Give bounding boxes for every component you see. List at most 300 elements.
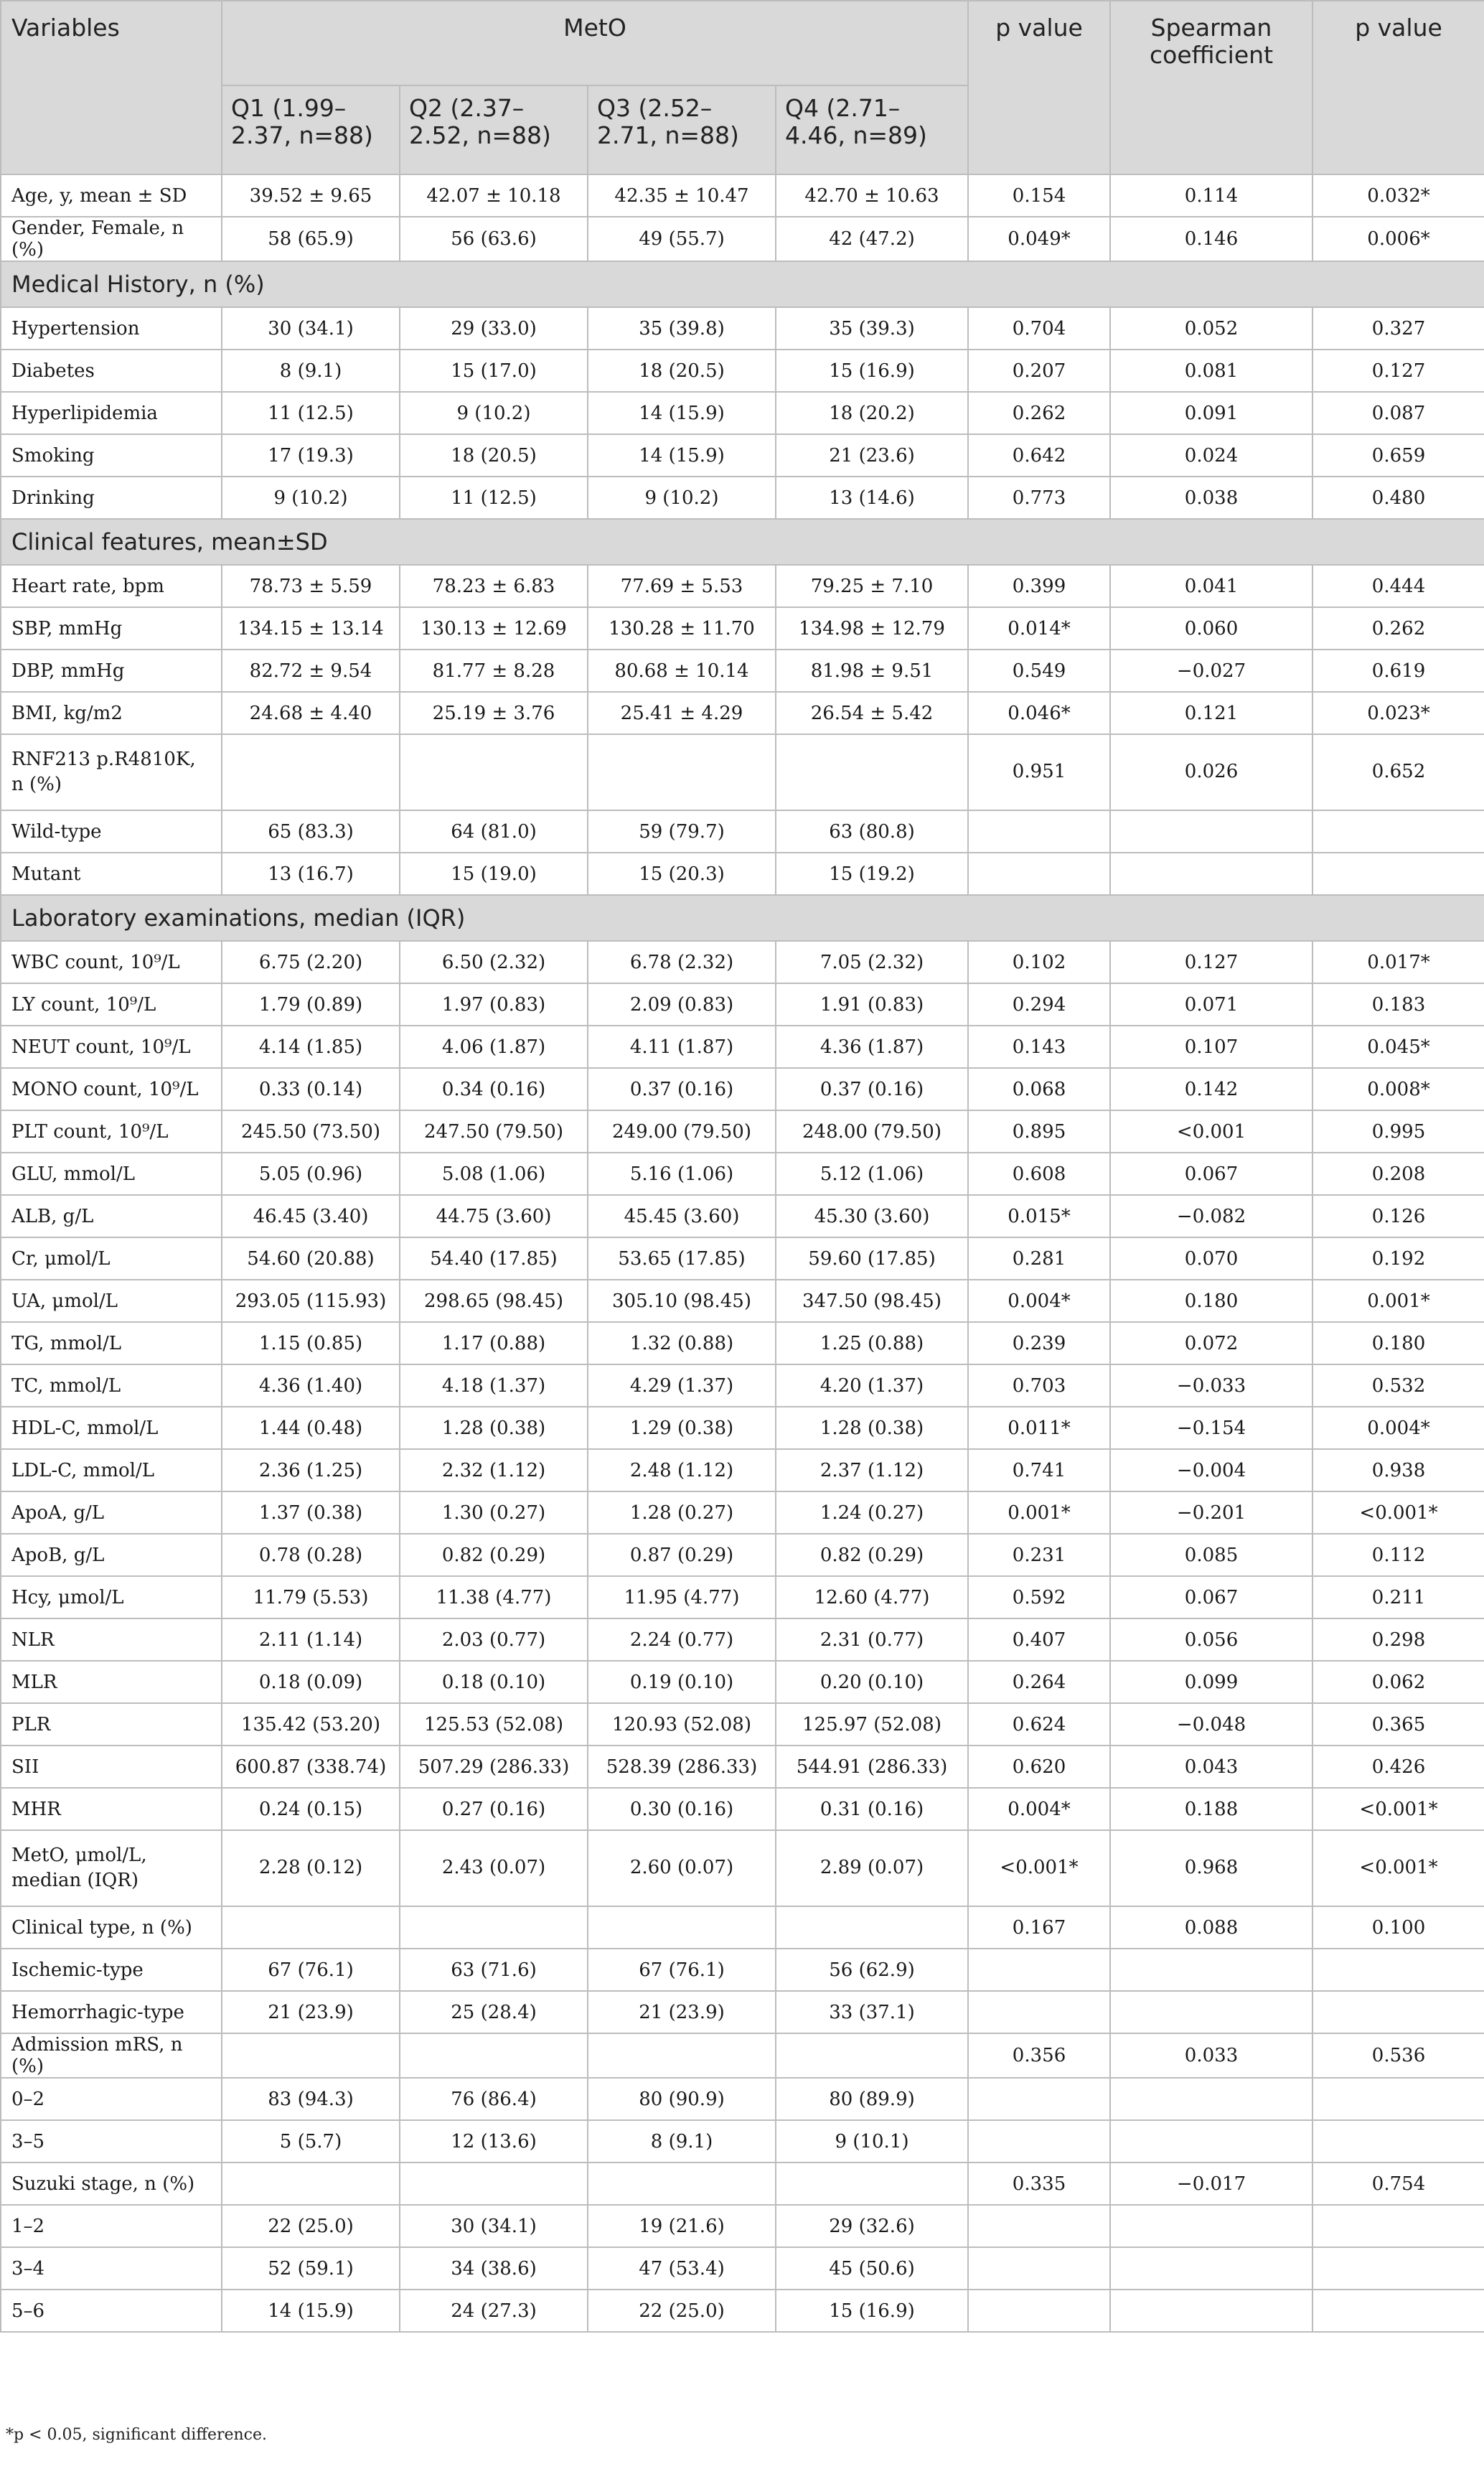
section-title: Clinical features, mean±SD (1, 519, 1484, 565)
cell-p-value-2 (1312, 1991, 1484, 2033)
cell-p-value: 0.895 (968, 1110, 1110, 1153)
cell-q1: 83 (94.3) (222, 2078, 400, 2120)
cell-q4: 45.30 (3.60) (776, 1195, 968, 1237)
cell-p-value-2: 0.180 (1312, 1322, 1484, 1364)
cell-p-value: 0.231 (968, 1534, 1110, 1576)
section-header-row (1, 261, 1484, 307)
cell-p-value-2 (1312, 2290, 1484, 2332)
cell-q4: 33 (37.1) (776, 1991, 968, 2033)
cell-q4: 26.54 ± 5.42 (776, 692, 968, 734)
cell-p-value: 0.399 (968, 565, 1110, 607)
row-label: MHR (1, 1788, 222, 1830)
row-label: 0–2 (1, 2078, 222, 2120)
cell-q3: 49 (55.7) (588, 217, 776, 261)
cell-p-value-2: 0.183 (1312, 983, 1484, 1026)
cell-q2: 125.53 (52.08) (400, 1703, 588, 1746)
cell-p-value: 0.004* (968, 1788, 1110, 1830)
cell-q2: 0.18 (0.10) (400, 1661, 588, 1703)
cell-q1: 0.18 (0.09) (222, 1661, 400, 1703)
table-row (1, 1661, 1484, 1703)
cell-q3: 6.78 (2.32) (588, 941, 776, 983)
cell-q3: 11.95 (4.77) (588, 1576, 776, 1618)
cell-p-value-2: 0.017* (1312, 941, 1484, 983)
row-label: NEUT count, 10⁹/L (1, 1026, 222, 1068)
section-header-row (1, 519, 1484, 565)
cell-p-value-2 (1312, 2247, 1484, 2290)
cell-spearman: 0.052 (1110, 307, 1312, 350)
cell-q4: 29 (32.6) (776, 2205, 968, 2247)
cell-q4: 9 (10.1) (776, 2120, 968, 2163)
cell-p-value-2 (1312, 2120, 1484, 2163)
section-header-row (1, 895, 1484, 941)
cell-spearman: 0.142 (1110, 1068, 1312, 1110)
cell-q3: 18 (20.5) (588, 350, 776, 392)
cell-q1: 5 (5.7) (222, 2120, 400, 2163)
cell-spearman: 0.033 (1110, 2033, 1312, 2078)
row-label: 1–2 (1, 2205, 222, 2247)
cell-q2: 2.32 (1.12) (400, 1449, 588, 1491)
cell-q1: 22 (25.0) (222, 2205, 400, 2247)
cell-spearman: 0.067 (1110, 1153, 1312, 1195)
table-row (1, 1618, 1484, 1661)
cell-q3: 22 (25.0) (588, 2290, 776, 2332)
cell-q4: 15 (16.9) (776, 2290, 968, 2332)
cell-spearman: 0.026 (1110, 734, 1312, 810)
cell-q1: 5.05 (0.96) (222, 1153, 400, 1195)
cell-p-value-2: 0.004* (1312, 1407, 1484, 1449)
cell-p-value-2: 0.001* (1312, 1280, 1484, 1322)
cell-q2: 9 (10.2) (400, 392, 588, 434)
cell-q4: 544.91 (286.33) (776, 1746, 968, 1788)
row-label: Clinical type, n (%) (1, 1906, 222, 1949)
cell-q4: 15 (19.2) (776, 853, 968, 895)
cell-q2: 1.30 (0.27) (400, 1491, 588, 1534)
table-row (1, 2033, 1484, 2078)
table-row (1, 853, 1484, 895)
cell-p-value: <0.001* (968, 1830, 1110, 1906)
cell-q3: 8 (9.1) (588, 2120, 776, 2163)
table-row (1, 2247, 1484, 2290)
cell-q4: 13 (14.6) (776, 477, 968, 519)
table-header (1, 1, 1484, 174)
cell-q2: 4.18 (1.37) (400, 1364, 588, 1407)
cell-p-value-2: 0.008* (1312, 1068, 1484, 1110)
cell-p-value (968, 810, 1110, 853)
table-row (1, 2290, 1484, 2332)
row-label: Age, y, mean ± SD (1, 174, 222, 217)
cell-p-value-2: 0.619 (1312, 650, 1484, 692)
cell-spearman: 0.127 (1110, 941, 1312, 983)
table-row (1, 1449, 1484, 1491)
table-row (1, 650, 1484, 692)
cell-q4: 42 (47.2) (776, 217, 968, 261)
cell-q2: 1.97 (0.83) (400, 983, 588, 1026)
cell-q2: 25 (28.4) (400, 1991, 588, 2033)
cell-q2: 1.17 (0.88) (400, 1322, 588, 1364)
cell-spearman: 0.085 (1110, 1534, 1312, 1576)
cell-p-value-2: 0.032* (1312, 174, 1484, 217)
cell-q4: 5.12 (1.06) (776, 1153, 968, 1195)
cell-q2: 2.43 (0.07) (400, 1830, 588, 1906)
cell-spearman: 0.180 (1110, 1280, 1312, 1322)
header-p-value-2: p value (1312, 1, 1484, 174)
cell-q2: 11 (12.5) (400, 477, 588, 519)
cell-spearman: −0.004 (1110, 1449, 1312, 1491)
cell-q4 (776, 2163, 968, 2205)
cell-p-value: 0.239 (968, 1322, 1110, 1364)
cell-q1: 39.52 ± 9.65 (222, 174, 400, 217)
cell-q3: 0.87 (0.29) (588, 1534, 776, 1576)
row-label: 3–4 (1, 2247, 222, 2290)
table-row (1, 174, 1484, 217)
cell-spearman (1110, 1949, 1312, 1991)
table-row (1, 1237, 1484, 1280)
cell-p-value-2: 0.298 (1312, 1618, 1484, 1661)
table-row (1, 1407, 1484, 1449)
cell-q2: 42.07 ± 10.18 (400, 174, 588, 217)
cell-q4: 0.20 (0.10) (776, 1661, 968, 1703)
cell-p-value-2: 0.536 (1312, 2033, 1484, 2078)
table-row (1, 1746, 1484, 1788)
cell-p-value (968, 2078, 1110, 2120)
cell-p-value: 0.046* (968, 692, 1110, 734)
cell-q4: 4.20 (1.37) (776, 1364, 968, 1407)
row-label: MLR (1, 1661, 222, 1703)
cell-p-value: 0.049* (968, 217, 1110, 261)
row-label: Heart rate, bpm (1, 565, 222, 607)
cell-q1: 14 (15.9) (222, 2290, 400, 2332)
cell-q2: 4.06 (1.87) (400, 1026, 588, 1068)
cell-q1: 0.78 (0.28) (222, 1534, 400, 1576)
cell-spearman: 0.060 (1110, 607, 1312, 650)
cell-q2: 130.13 ± 12.69 (400, 607, 588, 650)
cell-p-value: 0.001* (968, 1491, 1110, 1534)
cell-q1: 134.15 ± 13.14 (222, 607, 400, 650)
table-row (1, 692, 1484, 734)
cell-spearman: 0.071 (1110, 983, 1312, 1026)
cell-q1: 78.73 ± 5.59 (222, 565, 400, 607)
cell-q1: 0.33 (0.14) (222, 1068, 400, 1110)
header-q4: Q4 (2.71–4.46, n=89) (776, 85, 968, 174)
table-row (1, 1280, 1484, 1322)
cell-spearman: 0.114 (1110, 174, 1312, 217)
cell-q3 (588, 734, 776, 810)
cell-q2: 78.23 ± 6.83 (400, 565, 588, 607)
cell-q3 (588, 1906, 776, 1949)
cell-q3: 14 (15.9) (588, 434, 776, 477)
cell-p-value: 0.167 (968, 1906, 1110, 1949)
cell-q3: 47 (53.4) (588, 2247, 776, 2290)
cell-spearman (1110, 2290, 1312, 2332)
cell-p-value-2: 0.006* (1312, 217, 1484, 261)
cell-q3: 528.39 (286.33) (588, 1746, 776, 1788)
cell-spearman (1110, 2078, 1312, 2120)
cell-p-value-2: 0.023* (1312, 692, 1484, 734)
cell-q3: 19 (21.6) (588, 2205, 776, 2247)
cell-q3: 305.10 (98.45) (588, 1280, 776, 1322)
cell-q3: 35 (39.8) (588, 307, 776, 350)
cell-q2: 0.82 (0.29) (400, 1534, 588, 1576)
cell-q1: 8 (9.1) (222, 350, 400, 392)
cell-spearman (1110, 2247, 1312, 2290)
cell-spearman: 0.088 (1110, 1906, 1312, 1949)
cell-p-value-2: 0.426 (1312, 1746, 1484, 1788)
cell-p-value: 0.154 (968, 174, 1110, 217)
cell-q3: 1.28 (0.27) (588, 1491, 776, 1534)
row-label: Hyperlipidemia (1, 392, 222, 434)
cell-p-value-2: 0.062 (1312, 1661, 1484, 1703)
table-row (1, 1153, 1484, 1195)
cell-q4: 12.60 (4.77) (776, 1576, 968, 1618)
table-row (1, 2078, 1484, 2120)
cell-q2: 15 (19.0) (400, 853, 588, 895)
cell-p-value (968, 853, 1110, 895)
cell-spearman: 0.107 (1110, 1026, 1312, 1068)
cell-spearman: 0.024 (1110, 434, 1312, 477)
table-row (1, 1906, 1484, 1949)
cell-q1: 0.24 (0.15) (222, 1788, 400, 1830)
cell-q4: 1.28 (0.38) (776, 1407, 968, 1449)
cell-p-value-2 (1312, 1949, 1484, 1991)
cell-q4 (776, 734, 968, 810)
row-label: TC, mmol/L (1, 1364, 222, 1407)
cell-q2: 0.27 (0.16) (400, 1788, 588, 1830)
row-label: 5–6 (1, 2290, 222, 2332)
table-row (1, 1364, 1484, 1407)
cell-q4: 2.31 (0.77) (776, 1618, 968, 1661)
cell-spearman (1110, 1991, 1312, 2033)
cell-p-value: 0.294 (968, 983, 1110, 1026)
cell-p-value (968, 1991, 1110, 2033)
table-row (1, 307, 1484, 350)
cell-spearman: 0.070 (1110, 1237, 1312, 1280)
table-row (1, 1788, 1484, 1830)
cell-p-value: 0.356 (968, 2033, 1110, 2078)
cell-p-value-2 (1312, 2205, 1484, 2247)
cell-p-value (968, 2205, 1110, 2247)
row-label: WBC count, 10⁹/L (1, 941, 222, 983)
cell-q2: 29 (33.0) (400, 307, 588, 350)
cell-q2: 64 (81.0) (400, 810, 588, 853)
cell-p-value-2: 0.754 (1312, 2163, 1484, 2205)
row-label: ApoB, g/L (1, 1534, 222, 1576)
cell-p-value-2: 0.938 (1312, 1449, 1484, 1491)
cell-q2: 5.08 (1.06) (400, 1153, 588, 1195)
cell-q4: 2.89 (0.07) (776, 1830, 968, 1906)
cell-p-value-2: <0.001* (1312, 1491, 1484, 1534)
cell-q2: 30 (34.1) (400, 2205, 588, 2247)
cell-q1: 4.36 (1.40) (222, 1364, 400, 1407)
cell-q3: 80 (90.9) (588, 2078, 776, 2120)
row-label: MONO count, 10⁹/L (1, 1068, 222, 1110)
table-row (1, 1110, 1484, 1153)
cell-q2: 11.38 (4.77) (400, 1576, 588, 1618)
cell-q1: 6.75 (2.20) (222, 941, 400, 983)
cell-q1: 52 (59.1) (222, 2247, 400, 2290)
cell-q4: 42.70 ± 10.63 (776, 174, 968, 217)
table-row (1, 1830, 1484, 1906)
cell-q4: 63 (80.8) (776, 810, 968, 853)
cell-q3: 77.69 ± 5.53 (588, 565, 776, 607)
cell-p-value-2: 0.327 (1312, 307, 1484, 350)
row-label: DBP, mmHg (1, 650, 222, 692)
cell-q3: 67 (76.1) (588, 1949, 776, 1991)
cell-q1: 135.42 (53.20) (222, 1703, 400, 1746)
cell-q3: 14 (15.9) (588, 392, 776, 434)
cell-spearman: −0.154 (1110, 1407, 1312, 1449)
cell-p-value-2: <0.001* (1312, 1788, 1484, 1830)
cell-q3: 2.60 (0.07) (588, 1830, 776, 1906)
row-label: MetO, μmol/L, median (IQR) (1, 1830, 222, 1906)
cell-spearman: 0.067 (1110, 1576, 1312, 1618)
cell-p-value: 0.704 (968, 307, 1110, 350)
row-label: Smoking (1, 434, 222, 477)
table-row (1, 2163, 1484, 2205)
cell-q4: 21 (23.6) (776, 434, 968, 477)
cell-p-value-2 (1312, 2078, 1484, 2120)
cell-q2: 0.34 (0.16) (400, 1068, 588, 1110)
cell-p-value: 0.068 (968, 1068, 1110, 1110)
table-row (1, 565, 1484, 607)
cell-q2: 507.29 (286.33) (400, 1746, 588, 1788)
table-row (1, 1195, 1484, 1237)
cell-q3: 45.45 (3.60) (588, 1195, 776, 1237)
row-label: Drinking (1, 477, 222, 519)
cell-q4: 347.50 (98.45) (776, 1280, 968, 1322)
row-label: Diabetes (1, 350, 222, 392)
section-title: Laboratory examinations, median (IQR) (1, 895, 1484, 941)
cell-q3: 4.11 (1.87) (588, 1026, 776, 1068)
cell-q1: 2.28 (0.12) (222, 1830, 400, 1906)
cell-p-value: 0.773 (968, 477, 1110, 519)
cell-q1: 13 (16.7) (222, 853, 400, 895)
cell-p-value-2: 0.100 (1312, 1906, 1484, 1949)
table-row (1, 1322, 1484, 1364)
row-label: PLR (1, 1703, 222, 1746)
table-body (1, 174, 1484, 2332)
cell-p-value-2: 0.192 (1312, 1237, 1484, 1280)
cell-spearman: 0.081 (1110, 350, 1312, 392)
row-label: Suzuki stage, n (%) (1, 2163, 222, 2205)
cell-p-value-2: 0.659 (1312, 434, 1484, 477)
cell-q2: 24 (27.3) (400, 2290, 588, 2332)
cell-q2: 6.50 (2.32) (400, 941, 588, 983)
cell-p-value-2: 0.480 (1312, 477, 1484, 519)
cell-q1: 54.60 (20.88) (222, 1237, 400, 1280)
row-label: Hemorrhagic-type (1, 1991, 222, 2033)
cell-q1: 1.37 (0.38) (222, 1491, 400, 1534)
cell-spearman: −0.033 (1110, 1364, 1312, 1407)
cell-p-value: 0.642 (968, 434, 1110, 477)
cell-p-value: 0.264 (968, 1661, 1110, 1703)
table-row (1, 607, 1484, 650)
cell-q3: 25.41 ± 4.29 (588, 692, 776, 734)
cell-p-value: 0.015* (968, 1195, 1110, 1237)
cell-q4: 1.24 (0.27) (776, 1491, 968, 1534)
row-label: Wild-type (1, 810, 222, 853)
cell-q4: 134.98 ± 12.79 (776, 607, 968, 650)
cell-p-value-2: 0.126 (1312, 1195, 1484, 1237)
table-row (1, 983, 1484, 1026)
cell-p-value-2: 0.045* (1312, 1026, 1484, 1068)
cell-q4: 7.05 (2.32) (776, 941, 968, 983)
row-label: Hcy, μmol/L (1, 1576, 222, 1618)
cell-q2: 76 (86.4) (400, 2078, 588, 2120)
row-label: LDL-C, mmol/L (1, 1449, 222, 1491)
table-row (1, 1068, 1484, 1110)
table-row (1, 1991, 1484, 2033)
cell-q1: 65 (83.3) (222, 810, 400, 853)
cell-q4: 4.36 (1.87) (776, 1026, 968, 1068)
cell-q3: 130.28 ± 11.70 (588, 607, 776, 650)
cell-spearman (1110, 810, 1312, 853)
cell-p-value: 0.143 (968, 1026, 1110, 1068)
table-row (1, 434, 1484, 477)
row-label: 3–5 (1, 2120, 222, 2163)
cell-spearman: −0.082 (1110, 1195, 1312, 1237)
cell-q4: 1.91 (0.83) (776, 983, 968, 1026)
row-label: Mutant (1, 853, 222, 895)
cell-p-value-2: <0.001* (1312, 1830, 1484, 1906)
cell-q4: 125.97 (52.08) (776, 1703, 968, 1746)
cell-p-value (968, 2120, 1110, 2163)
cell-q3: 249.00 (79.50) (588, 1110, 776, 1153)
table-row (1, 477, 1484, 519)
cell-p-value: 0.407 (968, 1618, 1110, 1661)
cell-p-value-2: 0.532 (1312, 1364, 1484, 1407)
cell-q3 (588, 2033, 776, 2078)
cell-p-value-2: 0.444 (1312, 565, 1484, 607)
cell-spearman: 0.091 (1110, 392, 1312, 434)
cell-spearman (1110, 853, 1312, 895)
cell-q2: 81.77 ± 8.28 (400, 650, 588, 692)
cell-p-value: 0.741 (968, 1449, 1110, 1491)
cell-q2: 54.40 (17.85) (400, 1237, 588, 1280)
cell-q1: 11 (12.5) (222, 392, 400, 434)
header-p-value: p value (968, 1, 1110, 174)
table-row (1, 941, 1484, 983)
cell-spearman: 0.072 (1110, 1322, 1312, 1364)
table-row (1, 1949, 1484, 1991)
cell-q1 (222, 2033, 400, 2078)
table-row (1, 1534, 1484, 1576)
cell-spearman: −0.201 (1110, 1491, 1312, 1534)
cell-q3: 2.09 (0.83) (588, 983, 776, 1026)
cell-spearman: 0.056 (1110, 1618, 1312, 1661)
cell-q2: 63 (71.6) (400, 1949, 588, 1991)
cell-p-value-2: 0.112 (1312, 1534, 1484, 1576)
table-row (1, 1703, 1484, 1746)
cell-p-value: 0.592 (968, 1576, 1110, 1618)
table-row (1, 1491, 1484, 1534)
cell-p-value: 0.011* (968, 1407, 1110, 1449)
cell-q4: 35 (39.3) (776, 307, 968, 350)
table-row (1, 734, 1484, 810)
cell-q4: 0.37 (0.16) (776, 1068, 968, 1110)
cell-p-value-2: 0.211 (1312, 1576, 1484, 1618)
cell-q3: 120.93 (52.08) (588, 1703, 776, 1746)
row-label: Gender, Female, n (%) (1, 217, 222, 261)
cell-q3: 5.16 (1.06) (588, 1153, 776, 1195)
cell-q1: 4.14 (1.85) (222, 1026, 400, 1068)
cell-q2: 298.65 (98.45) (400, 1280, 588, 1322)
row-label: BMI, kg/m2 (1, 692, 222, 734)
row-label: NLR (1, 1618, 222, 1661)
row-label: ApoA, g/L (1, 1491, 222, 1534)
cell-p-value: 0.624 (968, 1703, 1110, 1746)
cell-p-value (968, 2290, 1110, 2332)
cell-q4: 59.60 (17.85) (776, 1237, 968, 1280)
